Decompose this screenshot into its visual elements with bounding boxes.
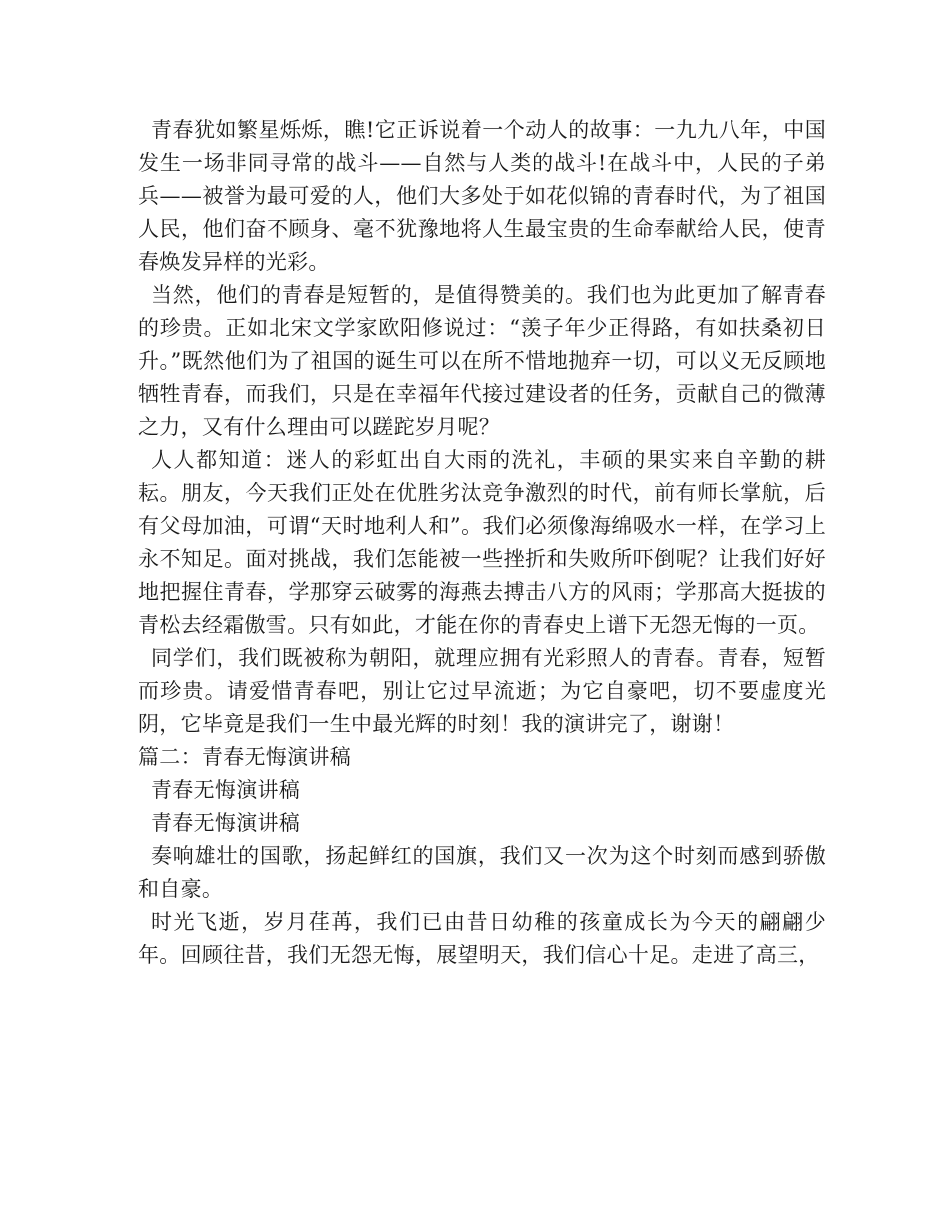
- paragraph-2: 当然，他们的青春是短暂的，是值得赞美的。我们也为此更加了解青春的珍贵。正如北宋文学家欧阳修说过：“羡子年少正得路，有如扶桑初日升。”既然他们为了祖国的诞生可以在所不惜地抛弃一切，可以义无反顾地牺牲青春，而我们，只是在幸福年代接过建设者的任务，贡献自己的微薄之力，又有什么理由可以蹉跎岁月呢？: [138, 283, 826, 439]
- speech-title-repeat: 青春无悔演讲稿: [151, 811, 301, 835]
- paragraph-1: 青春犹如繁星烁烁，瞧!它正诉说着一个动人的故事：一九九八年，中国发生一场非同寻常的战斗——自然与人类的战斗!在战斗中，人民的子弟兵——被誉为最可爱的人，他们大多处于如花似锦的青春时代，为了祖国人民，他们奋不顾身、毫不犹豫地将人生最宝贵的生命奉献给人民，使青春焕发异样的光彩。: [138, 118, 826, 274]
- paragraph-3: 人人都知道：迷人的彩虹出自大雨的洗礼，丰硕的果实来自辛勤的耕耘。朋友，今天我们正处在优胜劣汰竞争激烈的时代，前有师长掌航，后有父母加油，可谓“天时地利人和”。我们必须像海绵吸水一样，在学习上永不知足。面对挑战，我们怎能被一些挫折和失败所吓倒呢？让我们好好地把握住青春，学那穿云破雾的海燕去搏击八方的风雨；学那高大挺拔的青松去经霜傲雪。只有如此，才能在你的青春史上谱下无怨无悔的一页。: [138, 448, 826, 637]
- paragraph-6: 时光飞逝，岁月荏苒，我们已由昔日幼稚的孩童成长为今天的翩翩少年。回顾往昔，我们无怨无悔，展望明天，我们信心十足。走进了高三，: [138, 910, 826, 967]
- speech-title: 青春无悔演讲稿: [151, 778, 301, 802]
- paragraph-4: 同学们，我们既被称为朝阳，就理应拥有光彩照人的青春。青春，短暂而珍贵。请爱惜青春吧，别让它过早流逝；为它自豪吧，切不要虚度光阴，它毕竟是我们一生中最光辉的时刻！我的演讲完了，谢谢！: [138, 646, 826, 736]
- paragraph-5: 奏响雄壮的国歌，扬起鲜红的国旗，我们又一次为这个时刻而感到骄傲和自豪。: [138, 844, 826, 901]
- section-heading: 篇二：青春无悔演讲稿: [138, 745, 351, 769]
- document-body: [138, 114, 826, 972]
